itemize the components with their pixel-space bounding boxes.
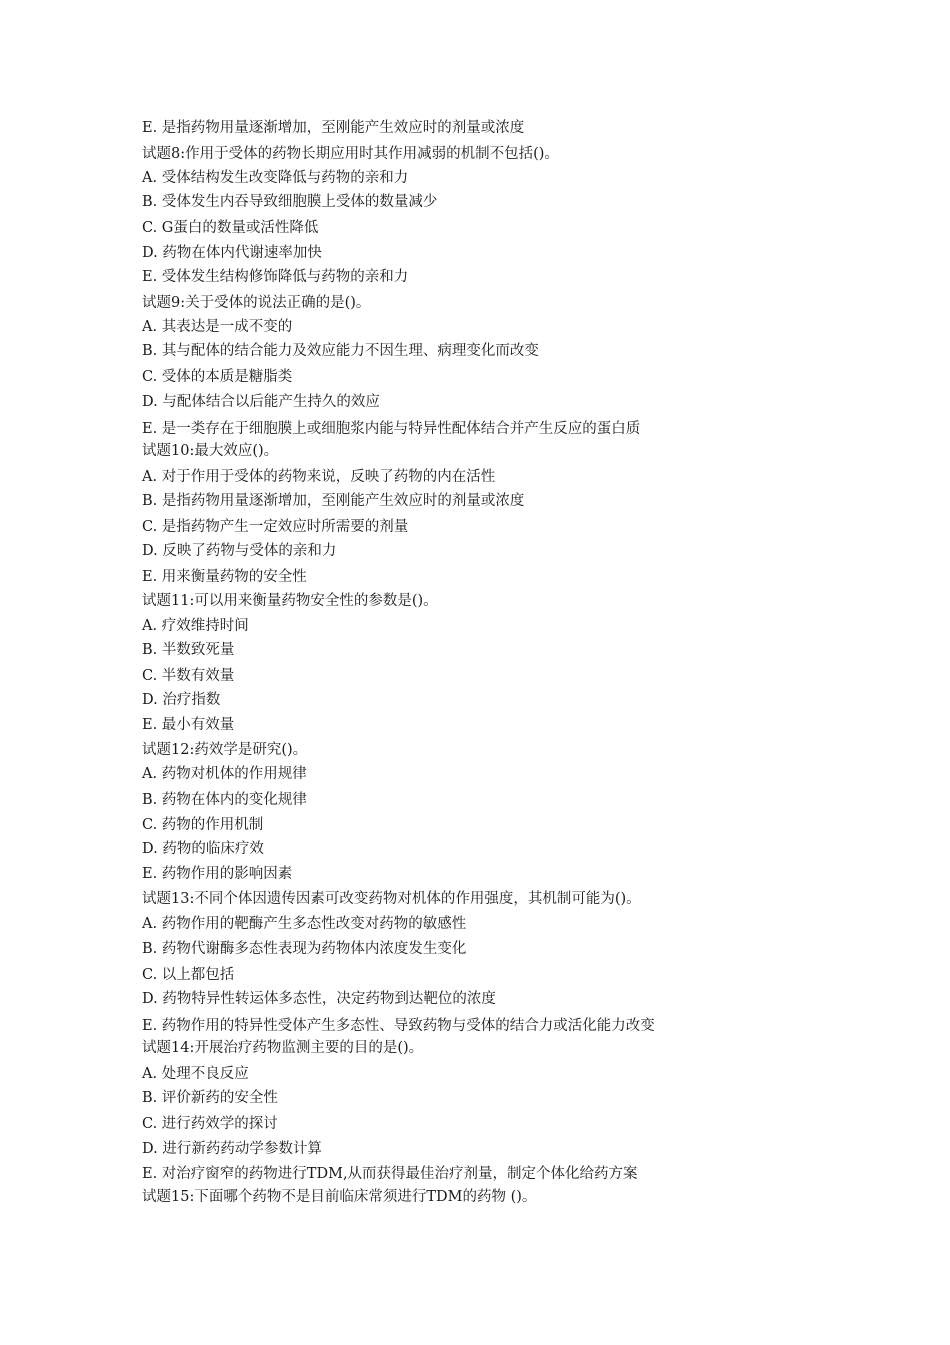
option-line: D. 药物在体内代谢速率加快 xyxy=(142,245,322,261)
option-line: D. 药物特异性转运体多态性，决定药物到达靶位的浓度 xyxy=(142,991,496,1007)
question-heading: 试题12:药效学是研究()。 xyxy=(142,742,308,758)
question-heading: 试题8:作用于受体的药物长期应用时其作用减弱的机制不包括()。 xyxy=(142,146,559,162)
option-line: A. 疗效维持时间 xyxy=(142,618,249,634)
option-line: B. 评价新药的安全性 xyxy=(142,1090,278,1106)
option-line: D. 药物的临床疗效 xyxy=(142,841,264,857)
option-line: C. 是指药物产生一定效应时所需要的剂量 xyxy=(142,519,409,535)
option-line: D. 治疗指数 xyxy=(142,692,221,708)
option-line: D. 进行新药药动学参数计算 xyxy=(142,1141,322,1157)
question-heading: 试题14:开展治疗药物监测主要的目的是()。 xyxy=(142,1040,424,1056)
option-line: B. 药物在体内的变化规律 xyxy=(142,792,307,808)
option-line: E. 是一类存在于细胞膜上或细胞浆内能与特异性配体结合并产生反应的蛋白质 xyxy=(142,421,641,437)
question-heading: 试题9:关于受体的说法正确的是()。 xyxy=(142,295,371,311)
text-line: E. 是指药物用量逐渐增加，至刚能产生效应时的剂量或浓度 xyxy=(142,120,525,136)
option-line: E. 对治疗窗窄的药物进行TDM,从而获得最佳治疗剂量，制定个体化给药方案 xyxy=(142,1166,638,1182)
option-line: E. 药物作用的特异性受体产生多态性、导致药物与受体的结合力或活化能力改变 xyxy=(142,1018,655,1034)
option-line: B. 其与配体的结合能力及效应能力不因生理、病理变化而改变 xyxy=(142,343,539,359)
option-line: A. 其表达是一成不变的 xyxy=(142,319,293,335)
option-line: C. 受体的本质是糖脂类 xyxy=(142,369,293,385)
question-heading: 试题11:可以用来衡量药物安全性的参数是()。 xyxy=(142,593,438,609)
question-heading: 试题13:不同个体因遗传因素可改变药物对机体的作用强度，其机制可能为()。 xyxy=(142,891,641,907)
option-line: C. 半数有效量 xyxy=(142,668,235,684)
option-line: D. 与配体结合以后能产生持久的效应 xyxy=(142,394,380,410)
question-heading: 试题15:下面哪个药物不是目前临床常须进行TDM的药物 ()。 xyxy=(142,1189,537,1205)
option-line: A. 对于作用于受体的药物来说，反映了药物的内在活性 xyxy=(142,469,496,485)
question-heading: 试题10:最大效应()。 xyxy=(142,443,279,459)
option-line: E. 最小有效量 xyxy=(142,717,235,733)
option-line: E. 用来衡量药物的安全性 xyxy=(142,569,307,585)
option-line: B. 半数致死量 xyxy=(142,642,235,658)
option-line: B. 受体发生内吞导致细胞膜上受体的数量减少 xyxy=(142,194,438,210)
option-line: A. 药物对机体的作用规律 xyxy=(142,766,307,782)
option-line: C. G蛋白的数量或活性降低 xyxy=(142,220,319,236)
option-line: A. 药物作用的靶酶产生多态性改变对药物的敏感性 xyxy=(142,916,467,932)
option-line: B. 药物代谢酶多态性表现为药物体内浓度发生变化 xyxy=(142,941,467,957)
option-line: A. 处理不良反应 xyxy=(142,1066,249,1082)
option-line: E. 药物作用的影响因素 xyxy=(142,866,293,882)
option-line: C. 以上都包括 xyxy=(142,967,235,983)
option-line: C. 药物的作用机制 xyxy=(142,817,264,833)
option-line: C. 进行药效学的探讨 xyxy=(142,1116,278,1132)
option-line: A. 受体结构发生改变降低与药物的亲和力 xyxy=(142,170,409,186)
option-line: E. 受体发生结构修饰降低与药物的亲和力 xyxy=(142,269,409,285)
option-line: B. 是指药物用量逐渐增加，至刚能产生效应时的剂量或浓度 xyxy=(142,493,525,509)
option-line: D. 反映了药物与受体的亲和力 xyxy=(142,543,337,559)
